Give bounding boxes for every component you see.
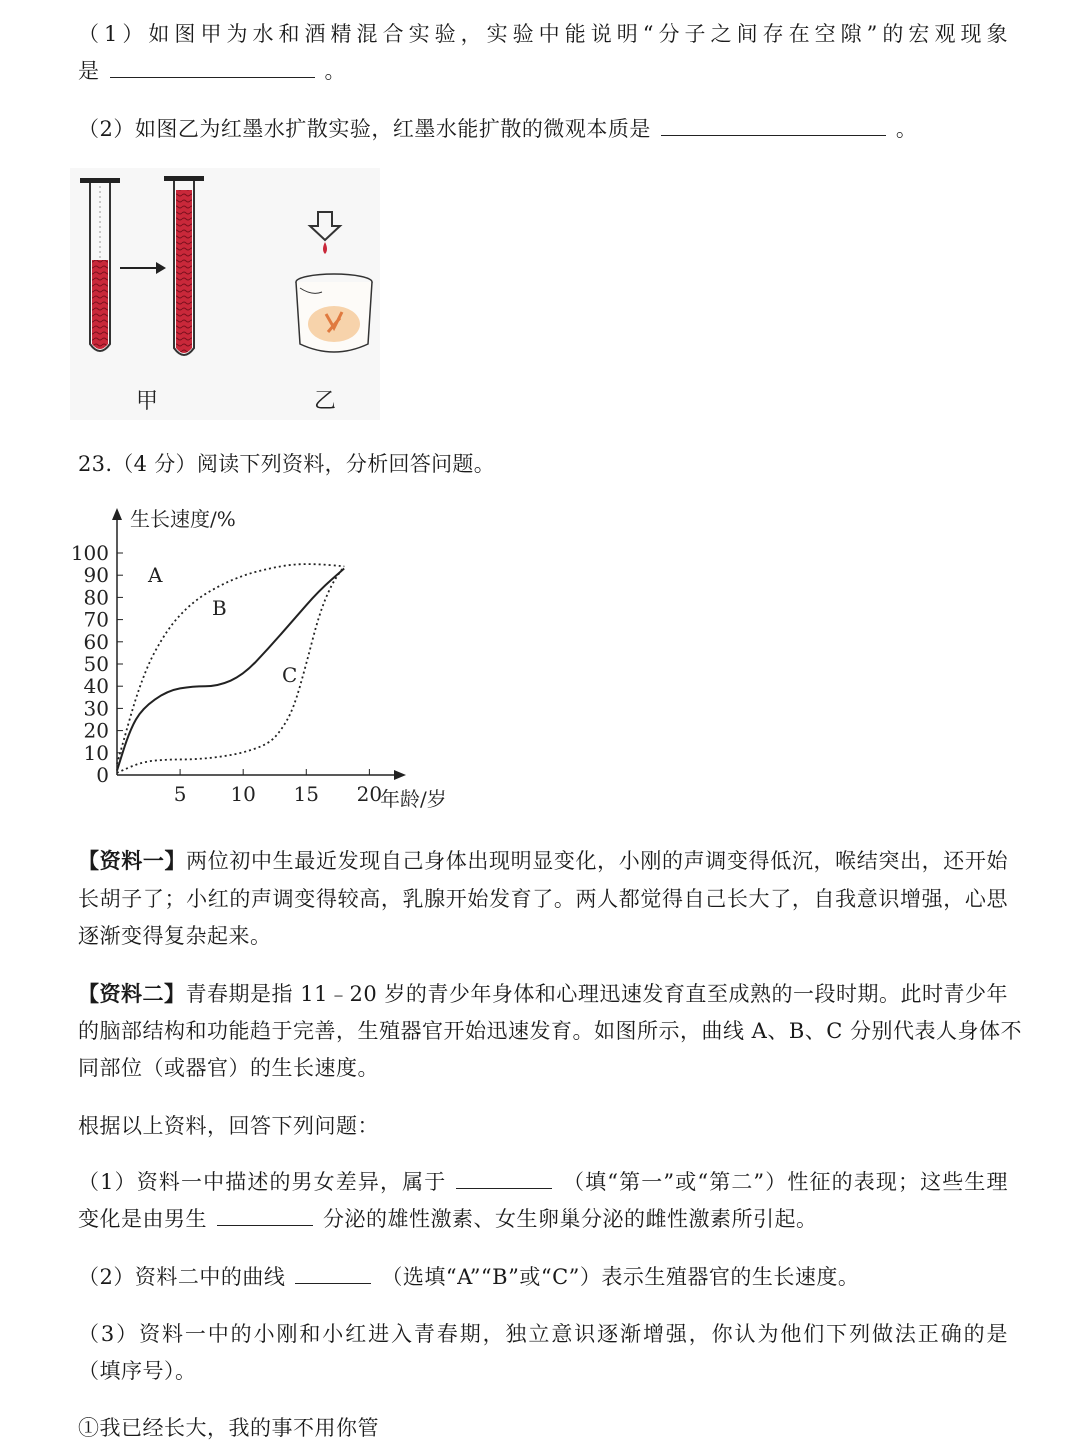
y-tick-label: 50 xyxy=(83,652,109,676)
sub1-text-d: 分泌的雄性激素、女生卵巢分泌的雌性激素所引起。 xyxy=(323,1207,818,1231)
material2-text1: 青春期是指 11﹣20 岁的青少年身体和心理迅速发育直至成熟的一段时期。此时青少年 xyxy=(185,982,1009,1006)
sub3-line1: （3）资料一中的小刚和小红进入青春期，独立意识逐渐增强，你认为他们下列做法正确的是 xyxy=(78,1322,1008,1346)
y-tick-label: 20 xyxy=(83,718,109,743)
series-label-A: A xyxy=(148,563,163,587)
material2-line2: 的脑部结构和功能趋于完善，生殖器官开始迅速发育。如图所示，曲线 A、B、C 分别代表人身体不 xyxy=(78,1019,1023,1043)
series-line-C xyxy=(117,566,344,772)
material2-line3: 同部位（或器官）的生长速度。 xyxy=(78,1056,379,1080)
answer-prompt: 根据以上资料，回答下列问题： xyxy=(78,1114,379,1138)
answer-blank-3[interactable] xyxy=(456,1187,552,1189)
material1-tag: 【资料一】 xyxy=(78,848,187,873)
x-axis-arrow-icon xyxy=(394,770,406,780)
sub2-line xyxy=(78,1261,859,1291)
y-tick-label: 60 xyxy=(83,629,109,654)
material1-text1: 两位初中生最近发现自己身体出现明显变化，小刚的声调变得低沉，喉结突出，还开始 xyxy=(186,849,1008,873)
material1-line1 xyxy=(78,845,1008,875)
y-tick-label: 100 xyxy=(70,541,109,565)
y-tick-label: 90 xyxy=(83,563,109,588)
sub1-text-b: （填“第一”或“第二”）性征的表现；这些生理 xyxy=(562,1170,1008,1194)
chart-series xyxy=(117,563,344,773)
sub1-line1 xyxy=(78,1166,1008,1196)
sub2-text-b: （选填“A”“B”或“C”）表示生殖器官的生长速度。 xyxy=(381,1265,860,1289)
material1-line2: 长胡子了；小红的声调变得较高，乳腺开始发育了。两人都觉得自己长大了，自我意识增强，心思 xyxy=(78,887,1008,911)
x-tick-label: 10 xyxy=(230,782,256,806)
sub1-text-c: 变化是由男生 xyxy=(78,1207,207,1231)
y-axis-arrow-icon xyxy=(112,508,122,520)
q22-part1-end: 。 xyxy=(324,59,346,83)
q22-part1-line2 xyxy=(78,55,346,85)
sub2-text-a: （2）资料二中的曲线 xyxy=(78,1265,286,1289)
material2-line1 xyxy=(78,978,1008,1008)
y-tick-label: 70 xyxy=(83,607,109,632)
x-tick-label: 5 xyxy=(173,782,187,806)
answer-blank-2[interactable] xyxy=(661,134,886,136)
answer-blank-4[interactable] xyxy=(217,1224,313,1226)
x-axis-label: 年龄/岁 xyxy=(380,787,447,811)
x-tick-label: 15 xyxy=(293,782,320,806)
y-axis-label: 生长速度/% xyxy=(130,507,236,531)
sub3-line2: （填序号）。 xyxy=(78,1359,197,1383)
experiment-figure xyxy=(70,168,380,420)
q22-part2-text: （2）如图乙为红墨水扩散实验，红墨水能扩散的微观本质是 xyxy=(78,117,651,141)
y-tick-label: 40 xyxy=(83,674,109,699)
growth-chart xyxy=(70,500,470,820)
y-tick-label: 10 xyxy=(83,740,109,765)
label-yi: 乙 xyxy=(314,389,337,414)
series-line-B xyxy=(117,569,344,771)
x-tick-label: 20 xyxy=(356,782,383,806)
series-line-A xyxy=(117,564,344,764)
material1-line3: 逐渐变得复杂起来。 xyxy=(78,924,272,948)
y-tick-label: 80 xyxy=(83,585,109,610)
answer-blank-5[interactable] xyxy=(295,1282,371,1284)
sub1-line2 xyxy=(78,1203,818,1233)
material2-tag: 【资料二】 xyxy=(78,981,186,1006)
q22-part1-line1: （1）如图甲为水和酒精混合实验，实验中能说明“分子之间存在空隙”的宏观现象 xyxy=(78,22,1008,46)
q23-header: 23.（4 分）阅读下列资料，分析回答问题。 xyxy=(78,452,496,476)
label-jia: 甲 xyxy=(136,389,159,414)
q22-part1-prefix: 是 xyxy=(78,59,100,83)
series-label-C: C xyxy=(282,663,298,687)
q22-part2-end: 。 xyxy=(895,117,918,141)
beaker-icon xyxy=(296,274,372,352)
q22-part2-line xyxy=(78,113,917,143)
sub1-text-a: （1）资料一中描述的男女差异，属于 xyxy=(78,1170,447,1194)
answer-blank-1[interactable] xyxy=(110,76,315,78)
chart-axes xyxy=(112,508,406,780)
y-tick-label: 0 xyxy=(96,763,109,787)
y-tick-label: 30 xyxy=(83,696,109,721)
series-label-B: B xyxy=(212,596,227,620)
option-1: ①我已经长大，我的事不用你管 xyxy=(78,1416,379,1440)
